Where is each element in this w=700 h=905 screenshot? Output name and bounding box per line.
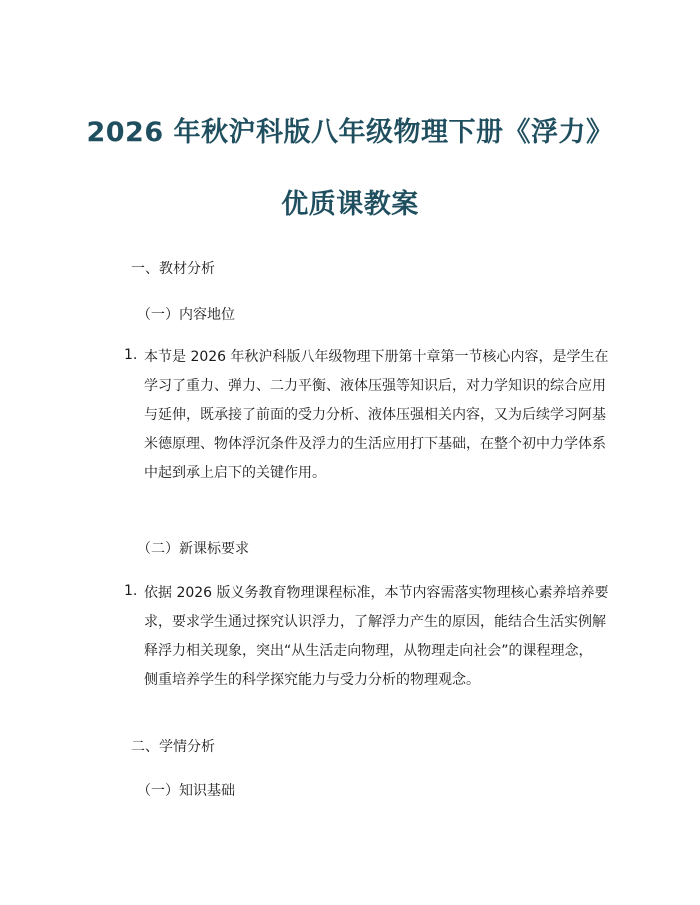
paragraph-line: 学习了重力、弹力、二力平衡、液体压强等知识后，对力学知识的综合应用 bbox=[144, 378, 606, 394]
list-item-content-position bbox=[124, 347, 609, 492]
section-heading-student-analysis: 二、学情分析 bbox=[131, 739, 215, 755]
paragraph-line: 中起到承上启下的关键作用。 bbox=[144, 465, 326, 481]
subsection-heading-content-position: （一）内容地位 bbox=[137, 307, 235, 323]
list-item-curriculum-standard bbox=[124, 583, 609, 699]
list-item-number: 1. bbox=[124, 347, 138, 363]
document-title-line-2: 优质课教案 bbox=[281, 189, 419, 220]
paragraph-line: 侧重培养学生的科学探究能力与受力分析的物理观念。 bbox=[144, 672, 480, 688]
paragraph-line: 求，要求学生通过探究认识浮力，了解浮力产生的原因，能结合生活实例解 bbox=[144, 614, 606, 630]
paragraph-line: 本节是 2026 年秋沪科版八年级物理下册第十章第一节核心内容，是学生在 bbox=[144, 349, 609, 365]
paragraph-line: 与延伸，既承接了前面的受力分析、液体压强相关内容，又为后续学习阿基 bbox=[144, 407, 606, 423]
subsection-heading-knowledge-base: （一）知识基础 bbox=[137, 783, 235, 799]
paragraph-line: 依据 2026 版义务教育物理课程标准，本节内容需落实物理核心素养培养要 bbox=[144, 585, 609, 601]
paragraph-line: 米德原理、物体浮沉条件及浮力的生活应用打下基础，在整个初中力学体系 bbox=[144, 436, 606, 452]
section-heading-teaching-material-analysis: 一、教材分析 bbox=[131, 261, 215, 277]
document-title-line-1: 2026 年秋沪科版八年级物理下册《浮力》 bbox=[86, 117, 614, 148]
subsection-heading-curriculum-standard: （二）新课标要求 bbox=[137, 541, 249, 557]
list-item-number: 1. bbox=[124, 583, 138, 599]
paragraph-line: 释浮力相关现象，突出“从生活走向物理，从物理走向社会”的课程理念， bbox=[144, 643, 593, 659]
